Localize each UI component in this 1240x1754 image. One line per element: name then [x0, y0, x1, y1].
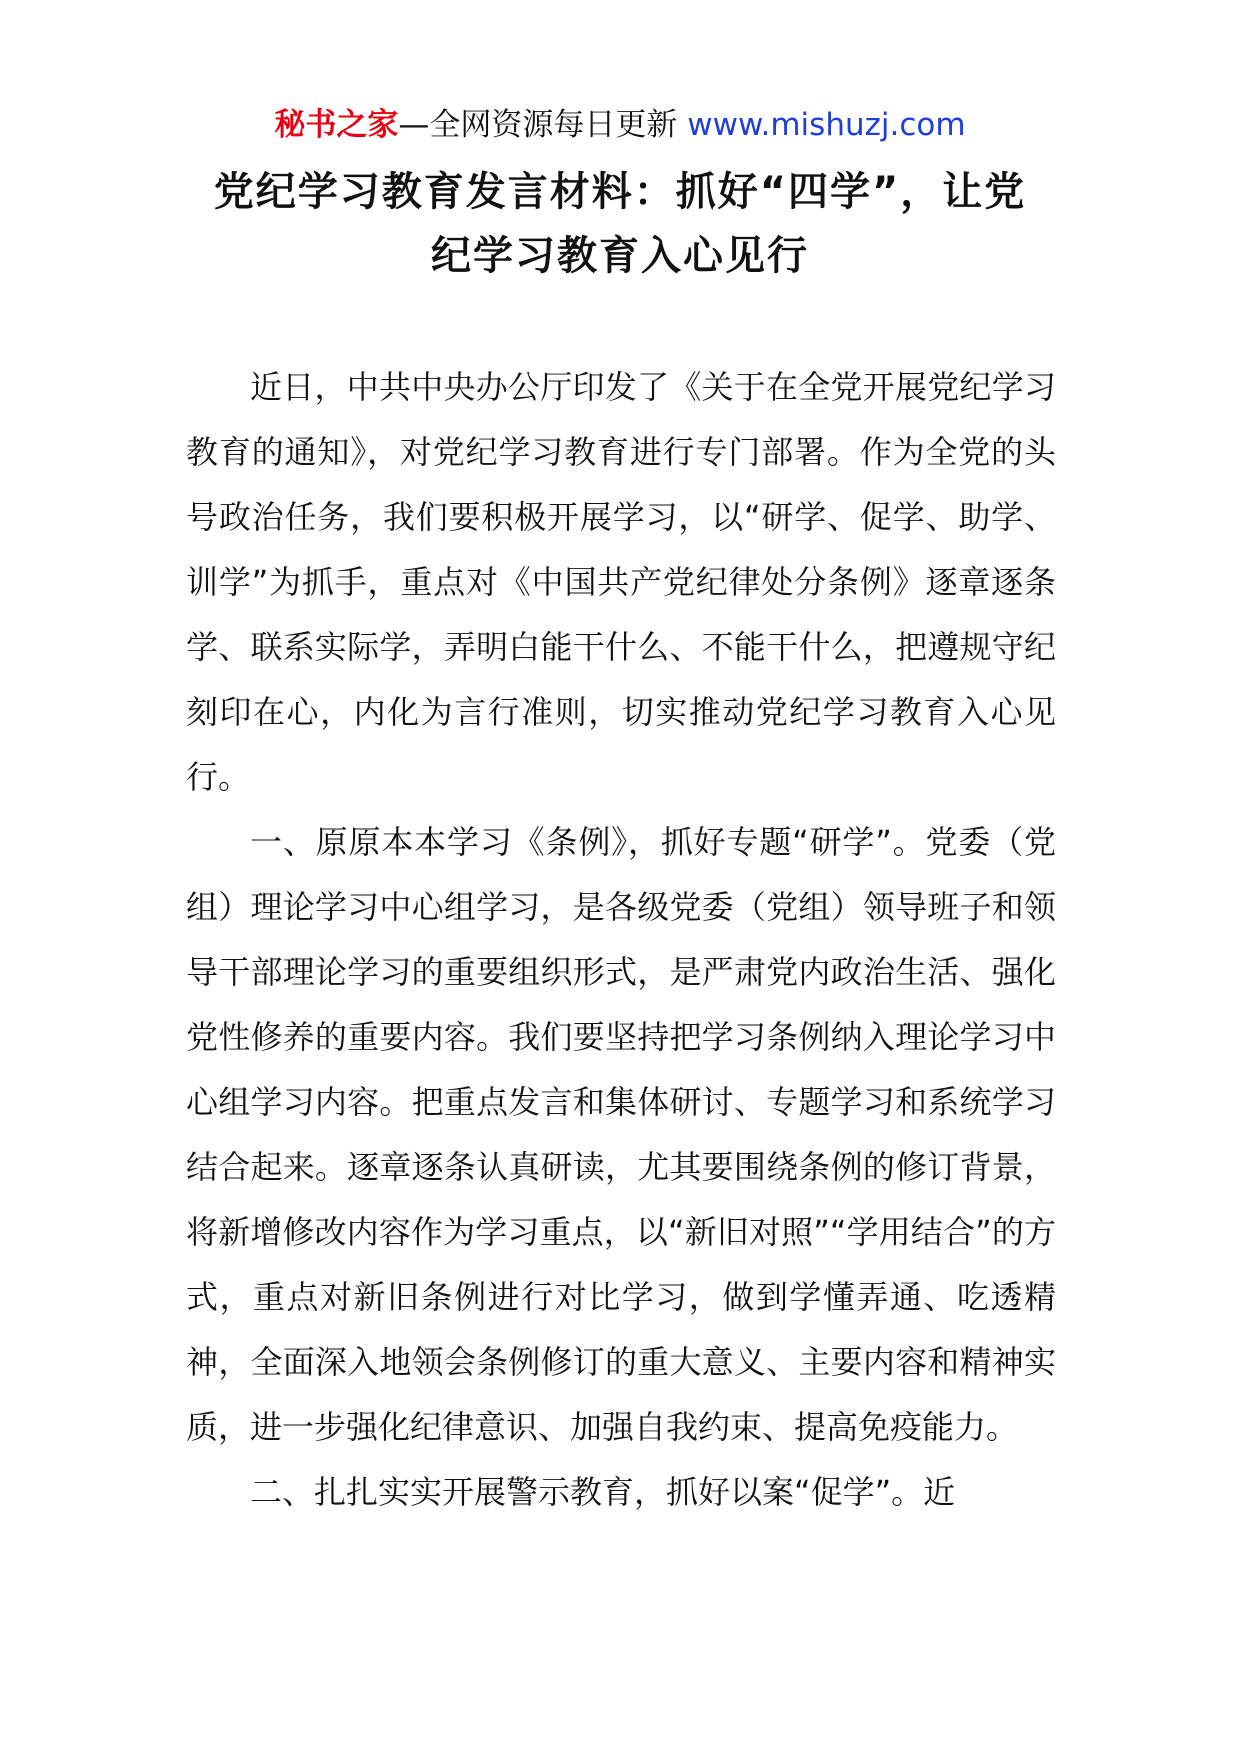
title-line-2: 纪学习教育入心见行 [431, 233, 809, 279]
header-tagline: —全网资源每日更新 [398, 107, 678, 143]
site-url[interactable]: www.mishuzj.com [687, 107, 966, 143]
document-body [186, 355, 1056, 1525]
site-header [0, 103, 1240, 147]
title-line-1: 党纪学习教育发言材料：抓好“四学”，让党 [213, 169, 1027, 215]
brand-name: 秘书之家 [274, 107, 399, 143]
paragraph-section-1: 一、原原本本学习《条例》，抓好专题“研学”。党委（党组）理论学习中心组学习，是各级党委（党组）领导班子和领导干部理论学习的重要组织形式，是严肃党内政治生活、强化党性修养的重要内容。我们要坚持把学习条例纳入理论学习中心组学习内容。把重点发言和集体研讨、专题学习和系统学习结合起来。逐章逐条认真研读，尤其要围绕条例的修订背景，将新增修改内容作为学习重点，以“新旧对照”“学用结合”的方式，重点对新旧条例进行对比学习，做到学懂弄通、吃透精神，全面深入地领会条例修订的重大意义、主要内容和精神实质，进一步强化纪律意识、加强自我约束、提高免疫能力。 [186, 823, 1056, 1446]
paragraph-intro: 近日，中共中央办公厅印发了《关于在全党开展党纪学习教育的通知》，对党纪学习教育进行专门部署。作为全党的头号政治任务，我们要积极开展学习，以“研学、促学、助学、训学”为抓手，重点对《中国共产党纪律处分条例》逐章逐条学、联系实际学，弄明白能干什么、不能干什么，把遵规守纪刻印在心，内化为言行准则，切实推动党纪学习教育入心见行。 [186, 368, 1056, 796]
document-title [180, 160, 1060, 288]
paragraph-section-2: 二、扎扎实实开展警示教育，抓好以案“促学”。近 [250, 1473, 956, 1511]
